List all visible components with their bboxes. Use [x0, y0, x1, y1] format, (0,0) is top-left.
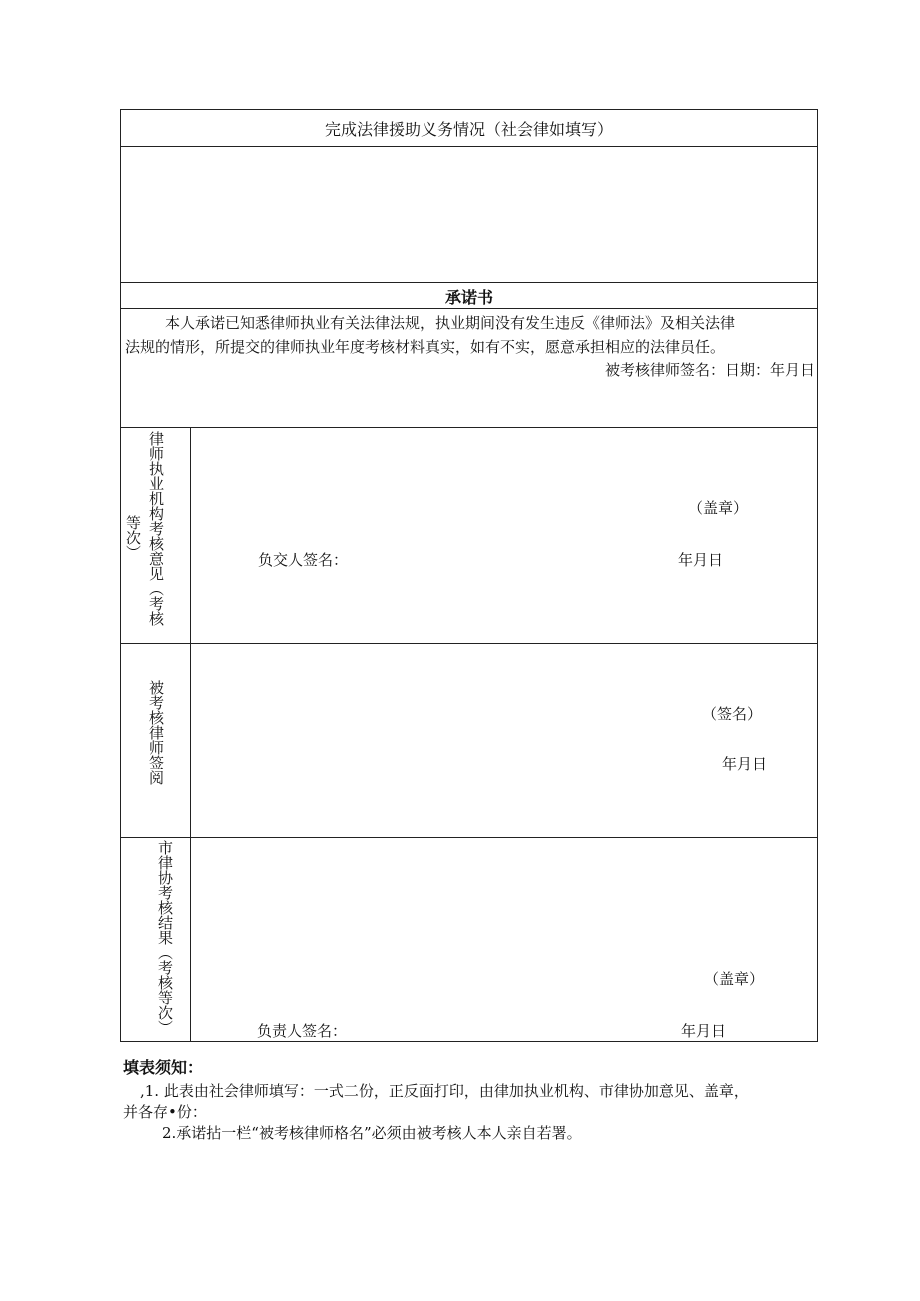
assessment-form-table — [120, 109, 818, 1042]
notes-item1-line2: 并各存•份： — [123, 1103, 207, 1121]
firm-opinion-label: 律师执业机构考核意见（考核 — [147, 431, 165, 626]
divider — [121, 146, 817, 147]
label-column-divider — [190, 427, 191, 1041]
pledge-title: 承诺书 — [444, 288, 493, 307]
notes-item2: 2.承诺拈一栏“被考核律师格名”必须由被考核人本人亲自若署。 — [162, 1124, 582, 1142]
notes-title: 填表须知： — [123, 1058, 204, 1077]
lawyer-review-label: 被考核律师签阅 — [147, 680, 165, 785]
association-signer-label: 负责人签名： — [257, 1022, 348, 1040]
pledge-text-line2: 法规的情形，所提交的律师执业年度考核材料真实，如有不实，愿意承担相应的法律员任。 — [125, 338, 726, 356]
association-result-content-area[interactable] — [192, 839, 816, 1039]
firm-signer-label: 负交人签名： — [258, 551, 349, 569]
association-date: 年月日 — [681, 1022, 727, 1040]
lawyer-review-content-area[interactable] — [192, 645, 816, 835]
pledge-sign-line: 被考核律师签名：日期：年月日 — [604, 361, 815, 379]
divider — [121, 427, 817, 428]
firm-opinion-label-suffix: 等次） — [124, 515, 142, 560]
legal-aid-title: 完成法律援助义务情况（社会律如填写） — [324, 120, 613, 139]
pledge-text-line1: 本人承诺已知悉律师执业有关法律法规，执业期间没有发生违反《律师法》及相关法律 — [165, 314, 736, 332]
divider — [121, 643, 817, 644]
lawyer-review-date: 年月日 — [722, 755, 768, 773]
firm-opinion-content-area[interactable] — [192, 429, 816, 641]
association-result-label: 市律协考核结果（考核等次） — [156, 840, 174, 1035]
divider — [121, 308, 817, 309]
notes-item1-line1: ,1. 此表由社会律师填写：一式二份，正反面打印，由律加执业机构、市律协加意见、盖章， — [140, 1082, 749, 1100]
firm-seal-text: （盖章） — [688, 499, 749, 517]
lawyer-sign-text: （签名） — [702, 705, 763, 723]
divider — [121, 837, 817, 838]
association-seal-text: （盖章） — [704, 970, 765, 988]
firm-date: 年月日 — [678, 551, 724, 569]
divider — [121, 282, 817, 283]
legal-aid-content-area[interactable] — [123, 148, 815, 280]
